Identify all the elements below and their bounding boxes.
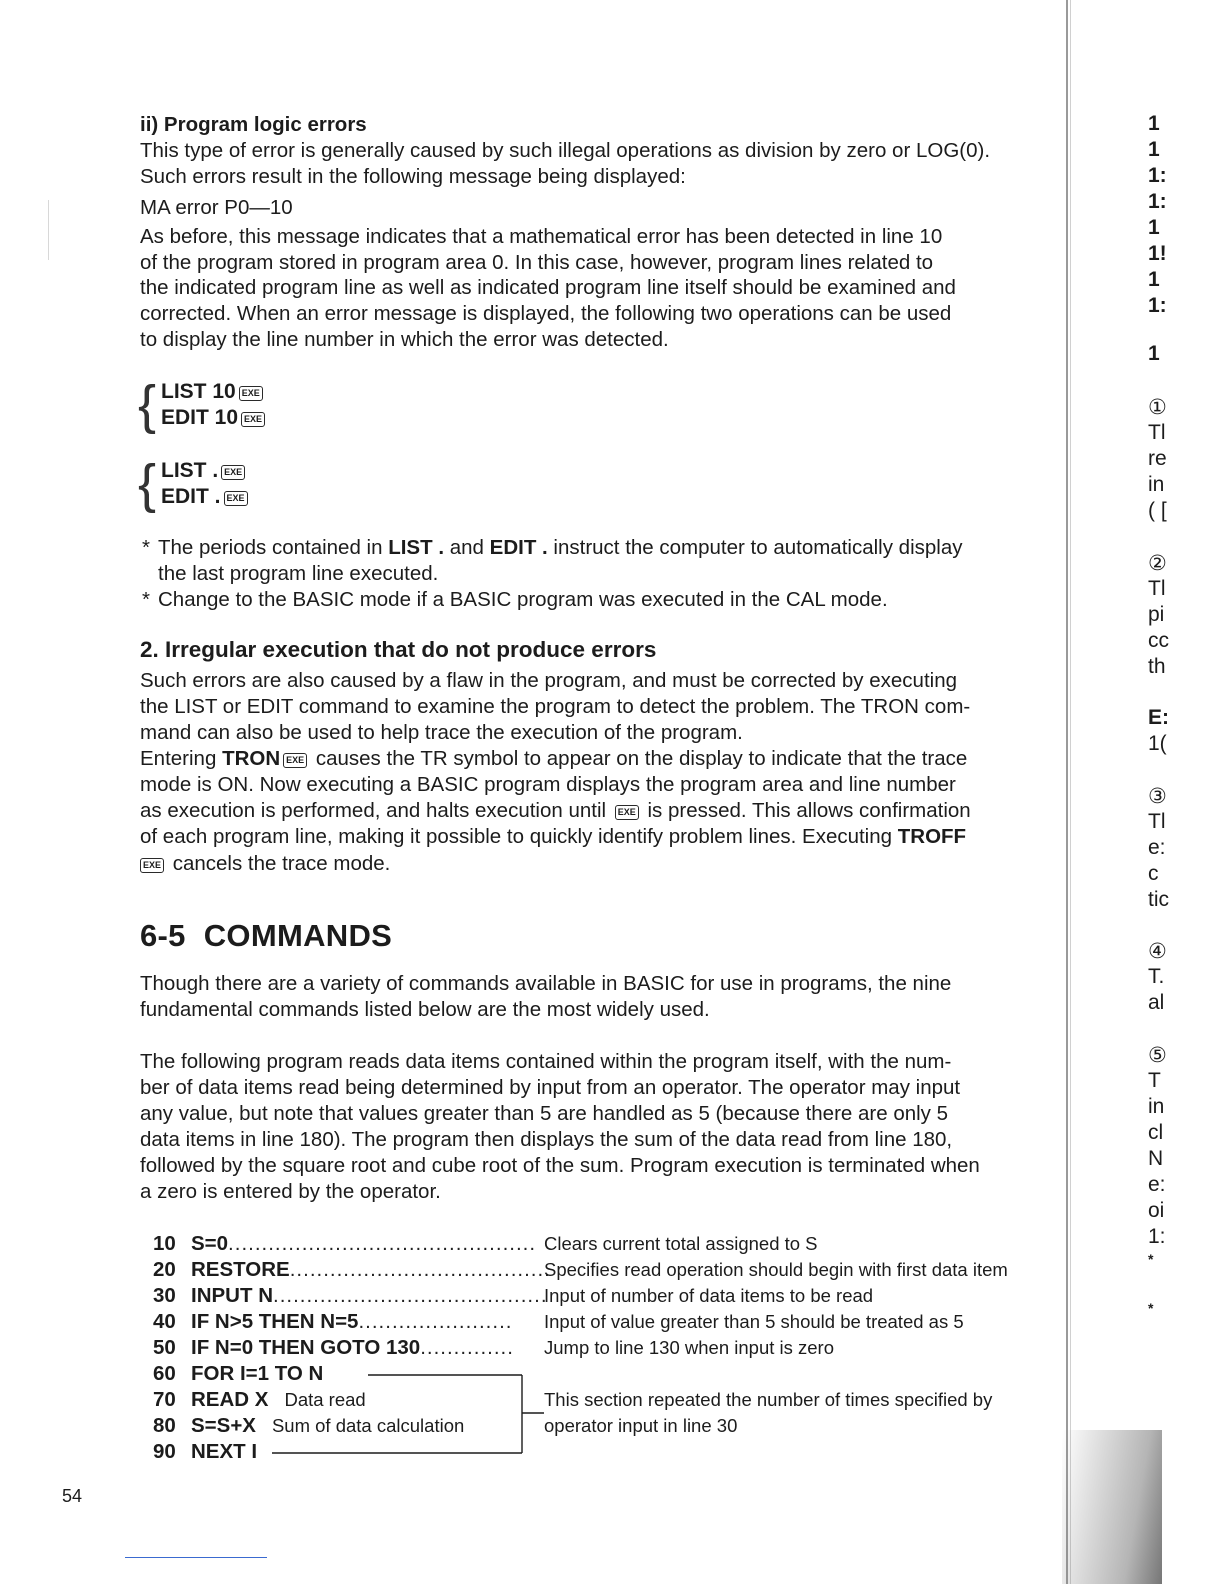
exe-key-icon: EXE — [615, 805, 639, 820]
irregular-line7-a: of each program line, making it possible to quickly identify problem lines. Executing — [140, 825, 898, 848]
note1-part-c: and — [444, 536, 490, 559]
commands-p2-line2: ber of data items read being determined by input from an operator. The operator may input — [140, 1076, 961, 1099]
margin-fragment: T. — [1148, 965, 1165, 988]
margin-fragment: ( [ — [1148, 499, 1167, 522]
commands-p1-line2: fundamental commands listed below are the most widely used. — [140, 998, 710, 1021]
line-number: 50 — [153, 1336, 176, 1359]
logic-para2-line5: to display the line number in which the error was detected. — [140, 328, 669, 351]
program-comment: Input of number of data items to be read — [544, 1285, 874, 1306]
page-number: 54 — [62, 1486, 83, 1506]
inline-comment: Data read — [284, 1389, 366, 1410]
margin-fragment: ④ — [1148, 940, 1167, 963]
tron-command: TRON — [222, 747, 281, 770]
margin-fragment: Tl — [1148, 577, 1166, 600]
irregular-line2: the LIST or EDIT command to examine the program to detect the problem. The TRON com- — [140, 695, 971, 718]
margin-fragment: 1: — [1148, 164, 1167, 187]
commands-p2-line3: any value, but note that values greater than 5 are handled as 5 (because there are only 5 — [140, 1102, 949, 1125]
logic-para1-line1: This type of error is generally caused by such illegal operations as division by zero or LOG(0). — [140, 139, 991, 162]
statement: S=S+X — [191, 1414, 256, 1437]
margin-fragment: Tl — [1148, 421, 1166, 444]
irregular-line5: mode is ON. Now executing a BASIC program displays the program area and line number — [140, 773, 956, 796]
logic-para2-line1: As before, this message indicates that a mathematical error has been detected in line 10 — [140, 225, 943, 248]
margin-fragment: * — [1148, 1251, 1154, 1267]
margin-fragment: 1: — [1148, 294, 1167, 317]
brace-group-2: { — [138, 454, 157, 514]
margin-fragment: ① — [1148, 396, 1167, 419]
note1-list-dot: LIST . — [388, 536, 445, 559]
margin-fragment: pi — [1148, 603, 1165, 626]
logic-para1-line2: Such errors result in the following message being displayed: — [140, 165, 686, 188]
irregular-line4-a: Entering — [140, 747, 223, 770]
loop-comment-line1: This section repeated the number of times specified by — [544, 1389, 993, 1410]
note1-part-e: instruct the computer to automatically display — [547, 536, 963, 559]
note-star: * — [142, 588, 150, 611]
section-title: COMMANDS — [203, 918, 393, 953]
statement: RESTORE — [191, 1258, 290, 1281]
margin-fragment: cc — [1148, 629, 1169, 652]
exe-key-icon: EXE — [224, 491, 248, 506]
margin-fragment: 1 — [1148, 216, 1160, 239]
margin-fragment: in — [1148, 473, 1165, 496]
note2-text: Change to the BASIC mode if a BASIC program was executed in the CAL mode. — [158, 588, 888, 611]
margin-fragment: 1 — [1148, 268, 1160, 291]
leader-dots: .............................................. — [228, 1232, 537, 1255]
margin-fragment: c — [1148, 862, 1159, 885]
margin-fragment: 1 — [1148, 138, 1160, 161]
note1-part-a: The periods contained in — [158, 536, 389, 559]
error-message-example: MA error P0—10 — [140, 196, 293, 219]
margin-fragment: e: — [1148, 836, 1166, 859]
statement: NEXT I — [191, 1440, 258, 1463]
note1-line2: the last program line executed. — [158, 562, 439, 585]
margin-fragment: ⑤ — [1148, 1044, 1167, 1067]
brace-group-1: { — [138, 375, 157, 435]
logic-para2-line4: corrected. When an error message is displayed, the following two operations can be used — [140, 302, 952, 325]
exe-key-icon: EXE — [239, 386, 263, 401]
margin-fragment: 1: — [1148, 190, 1167, 213]
margin-fragment: in — [1148, 1095, 1165, 1118]
commands-p2-line4: data items in line 180). The program then displays the sum of the data read from line 180, — [140, 1128, 953, 1151]
irregular-line4-c: causes the TR symbol to appear on the display to indicate that the trace — [310, 747, 968, 770]
margin-fragment: E: — [1148, 706, 1169, 729]
inline-comment: Sum of data calculation — [271, 1415, 465, 1436]
loop-comment-line2: operator input in line 30 — [544, 1415, 738, 1436]
margin-fragment: 1( — [1148, 732, 1167, 755]
line-number: 70 — [153, 1388, 176, 1411]
margin-fragment: * — [1148, 1300, 1154, 1316]
margin-fragment: ② — [1148, 552, 1167, 575]
statement: IF N>5 THEN N=5 — [191, 1310, 359, 1333]
commands-p2-line6: a zero is entered by the operator. — [140, 1180, 441, 1203]
exe-key-icon: EXE — [283, 753, 307, 768]
logic-para2-line3: the indicated program line as well as indicated program line itself should be examined and — [140, 276, 956, 299]
line-number: 30 — [153, 1284, 176, 1307]
margin-fragment: Tl — [1148, 810, 1166, 833]
margin-fragment: e: — [1148, 1173, 1166, 1196]
line-number: 10 — [153, 1232, 176, 1255]
commands-p2-line5: followed by the square root and cube root of the sum. Program execution is terminated when — [140, 1154, 980, 1177]
commands-p2-line1: The following program reads data items contained within the program itself, with the num- — [140, 1050, 952, 1073]
margin-fragment: th — [1148, 655, 1166, 678]
irregular-line3: mand can also be used to help trace the execution of the program. — [140, 721, 743, 744]
margin-fragment: 1! — [1148, 242, 1167, 265]
margin-fragment: oi — [1148, 1199, 1165, 1222]
line-number: 90 — [153, 1440, 176, 1463]
line-number: 20 — [153, 1258, 176, 1281]
margin-fragment: N — [1148, 1147, 1164, 1170]
exe-key-icon: EXE — [221, 465, 245, 480]
leader-dots: ......................................... — [273, 1284, 548, 1307]
irregular-line8-text: cancels the trace mode. — [167, 852, 391, 875]
leader-dots: .............. — [420, 1336, 514, 1359]
cmd-list-10-text: LIST 10 — [161, 380, 236, 403]
statement: IF N=0 THEN GOTO 130 — [191, 1336, 421, 1359]
line-number: 40 — [153, 1310, 176, 1333]
section-number: 6-5 — [140, 918, 186, 953]
note1-edit-dot: EDIT . — [489, 536, 548, 559]
statement: READ X — [191, 1388, 269, 1411]
margin-fragment: 1 — [1148, 112, 1160, 135]
exe-key-icon: EXE — [140, 858, 164, 873]
statement: S=0 — [191, 1232, 229, 1255]
irregular-line1: Such errors are also caused by a flaw in the program, and must be corrected by executing — [140, 669, 958, 692]
irregular-line6-b: is pressed. This allows confirmation — [641, 799, 971, 822]
program-comment: Jump to line 130 when input is zero — [544, 1337, 835, 1358]
leader-dots: ....................................... — [289, 1258, 551, 1281]
irregular-execution-heading: 2. Irregular execution that do not produce errors — [140, 637, 657, 662]
program-comment: Specifies read operation should begin with first data item — [544, 1259, 1008, 1280]
program-comment: Clears current total assigned to S — [544, 1233, 818, 1254]
cmd-edit-dot-text: EDIT . — [161, 485, 221, 508]
statement: INPUT N — [191, 1284, 273, 1307]
commands-p1-line1: Though there are a variety of commands available in BASIC for use in programs, the nine — [140, 972, 952, 995]
margin-fragment: al — [1148, 991, 1165, 1014]
troff-command: TROFF — [897, 825, 967, 848]
cmd-list-dot-text: LIST . — [161, 459, 219, 482]
leader-dots: ....................... — [358, 1310, 513, 1333]
statement: FOR I=1 TO N — [191, 1362, 324, 1385]
cmd-edit-10-text: EDIT 10 — [161, 406, 239, 429]
program-comment: Input of value greater than 5 should be treated as 5 — [544, 1311, 964, 1332]
margin-fragment: re — [1148, 447, 1167, 470]
margin-fragment: 1 — [1148, 342, 1160, 365]
margin-fragment: tic — [1148, 888, 1169, 911]
margin-fragment: T — [1148, 1069, 1161, 1092]
footer-rule — [125, 1557, 267, 1558]
logic-para2-line2: of the program stored in program area 0. In this case, however, program lines related to — [140, 251, 934, 274]
program-logic-errors-heading: ii) Program logic errors — [140, 113, 367, 136]
line-number: 60 — [153, 1362, 176, 1385]
irregular-line6-a: as execution is performed, and halts execution until — [140, 799, 612, 822]
margin-fragment: ③ — [1148, 785, 1167, 808]
exe-key-icon: EXE — [241, 412, 265, 427]
note-star: * — [142, 536, 150, 559]
line-number: 80 — [153, 1414, 176, 1437]
margin-fragment: 1: — [1148, 1225, 1166, 1248]
margin-fragment: cl — [1148, 1121, 1164, 1144]
